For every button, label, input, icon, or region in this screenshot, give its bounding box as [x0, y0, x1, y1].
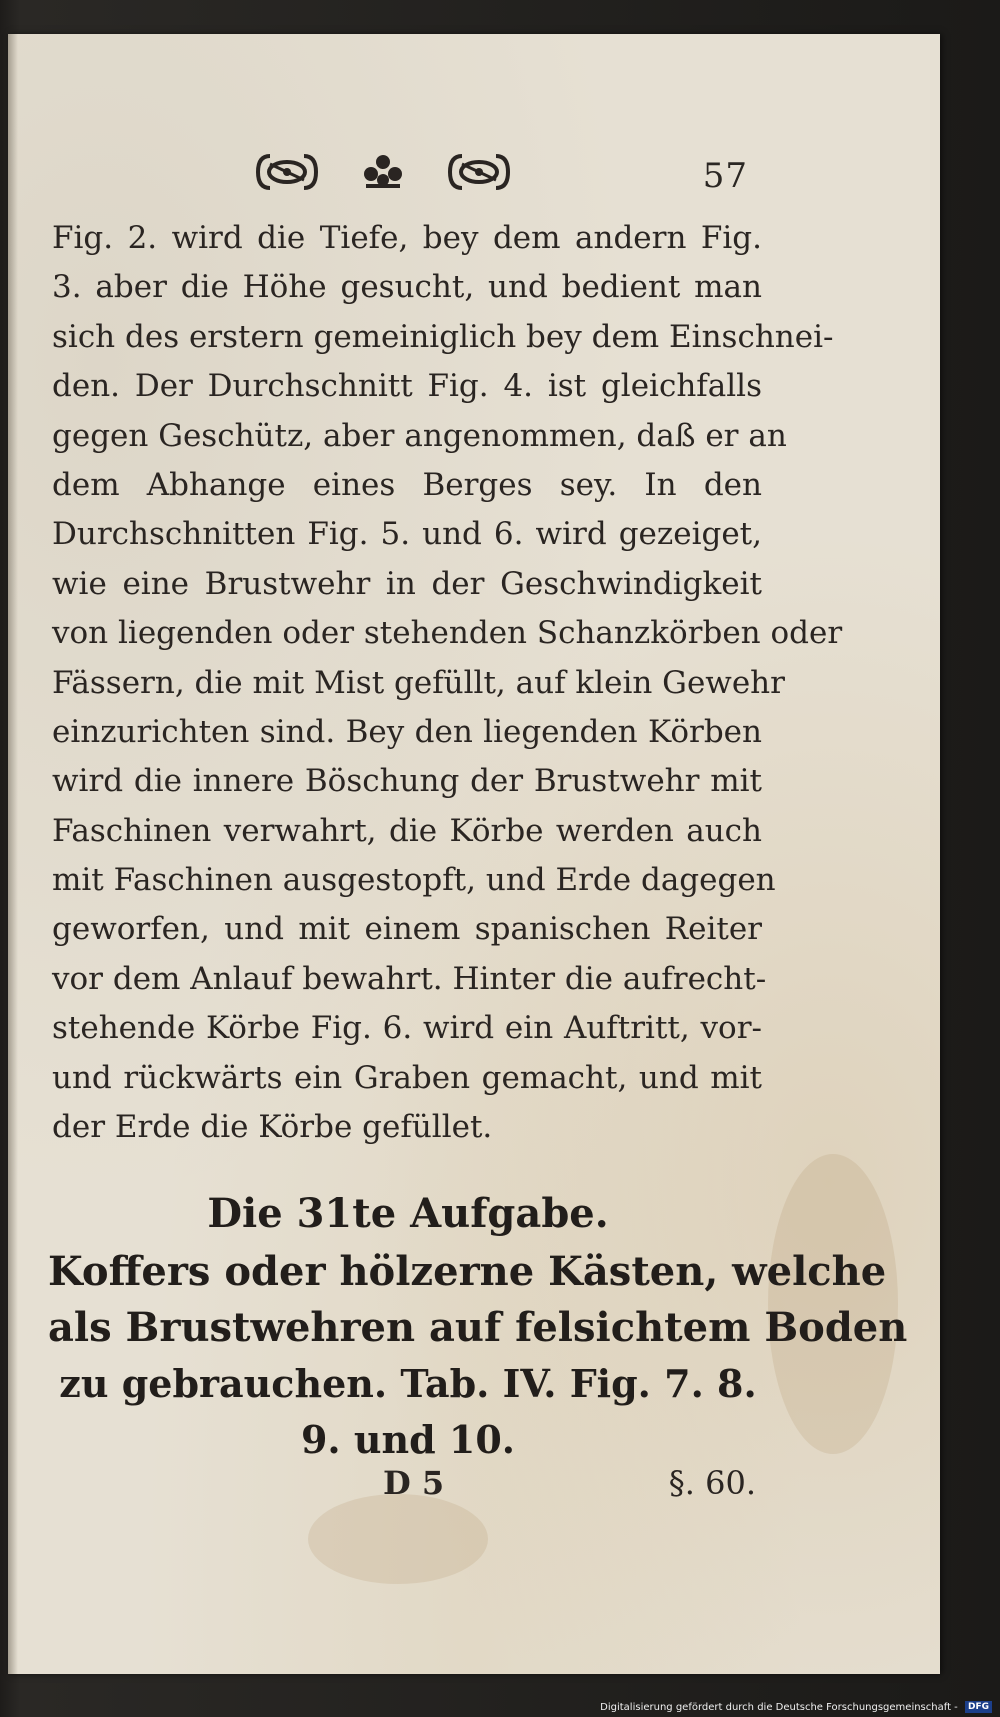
- credit-text: Digitalisierung gefördert durch die Deutsche Forschungsgemeinschaft -: [600, 1702, 958, 1713]
- text-line: Durchschnitten Fig. 5. und 6. wird gezeiget,: [52, 516, 762, 553]
- heading-subtitle: [48, 1244, 908, 1468]
- text-line: Fig. 2. wird die Tiefe, bey dem andern Fig.: [52, 220, 762, 256]
- text-line: vor dem Anlauf bewahrt. Hinter die aufrecht-: [52, 960, 767, 997]
- heading-line: zu gebrauchen. Tab. IV. Fig. 7. 8.: [59, 1361, 757, 1406]
- page-gutter-shadow: [8, 34, 18, 1674]
- digitization-credit: [600, 1701, 992, 1713]
- signature-mark: D 5: [383, 1464, 445, 1502]
- text-line: wird die innere Böschung der Brustwehr mit: [52, 763, 762, 800]
- heading-line: als Brustwehren auf felsichtem Boden: [48, 1304, 908, 1351]
- text-line: und rückwärts ein Graben gemacht, und mit: [52, 1059, 762, 1096]
- section-heading: [48, 1184, 908, 1468]
- text-line: sich des erstern gemeiniglich bey dem Einschnei-: [52, 318, 834, 355]
- page-header: [8, 142, 940, 202]
- book-page: [8, 34, 940, 1674]
- ornament-scroll-icon: [440, 152, 518, 192]
- heading-line: 9. und 10.: [300, 1417, 516, 1462]
- ornament-scroll-icon: [248, 152, 326, 192]
- text-line: 3. aber die Höhe gesucht, und bedient man: [52, 269, 762, 306]
- page-number: 57: [702, 156, 748, 196]
- catchword: §. 60.: [668, 1464, 756, 1502]
- page-footer: [8, 1464, 940, 1514]
- text-line: der Erde die Körbe gefüllet.: [52, 1109, 493, 1146]
- header-ornament: [248, 142, 548, 202]
- text-line: einzurichten sind. Bey den liegenden Körben: [52, 713, 762, 750]
- text-line: gegen Geschütz, aber angenommen, daß er an: [52, 417, 787, 454]
- text-line: Faschinen verwahrt, die Körbe werden auch: [52, 812, 762, 849]
- text-line: geworfen, und mit einem spanischen Reiter: [52, 911, 762, 948]
- text-line: mit Faschinen ausgestopft, und Erde dagegen: [52, 862, 776, 899]
- body-paragraph: [52, 214, 843, 1152]
- text-line: von liegenden oder stehenden Schanzkörben oder: [52, 615, 843, 652]
- ornament-flower-icon: [358, 152, 408, 192]
- text-line: den. Der Durchschnitt Fig. 4. ist gleichfalls: [52, 368, 762, 405]
- text-line: Fässern, die mit Mist gefüllt, auf klein Gewehr: [52, 664, 785, 701]
- text-line: dem Abhange eines Berges sey. In den: [52, 466, 762, 503]
- text-line: wie eine Brustwehr in der Geschwindigkeit: [52, 565, 762, 602]
- text-line: stehende Körbe Fig. 6. wird ein Auftritt, vor-: [52, 1010, 762, 1047]
- heading-line: Koffers oder hölzerne Kästen, welche: [48, 1248, 887, 1295]
- dfg-logo: DFG: [965, 1701, 992, 1713]
- heading-title: Die 31te Aufgabe.: [207, 1190, 609, 1237]
